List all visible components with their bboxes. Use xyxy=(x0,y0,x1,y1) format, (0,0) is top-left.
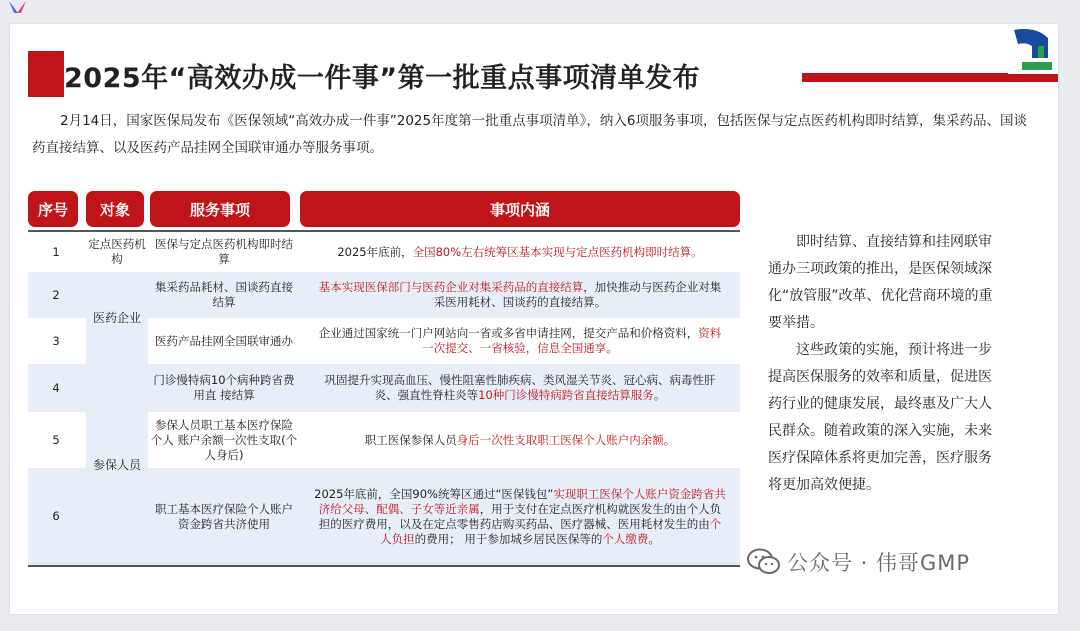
wechat-icon xyxy=(747,548,781,576)
slide xyxy=(10,24,1058,614)
intro-paragraph: 2月14日，国家医保局发布《医保领域“高效办成一件事”2025年度第一批重点事项清单》，纳入6项服务事项，包括医保与定点医药机构即时结算，集采药品、国谈药直接结算、以及医药产品挂网全国联审通办等服务事项。 xyxy=(32,113,1027,156)
highlight-text: 实现职工医保个人账户资金跨省共济给父母、配偶、子女等近亲属 xyxy=(318,486,726,516)
header-object: 对象 xyxy=(86,191,144,227)
row-content xyxy=(304,318,736,364)
row-number: 2 xyxy=(52,287,60,302)
highlight-text: 10种门诊慢特病跨省直接结算服务 xyxy=(478,388,654,402)
content-text: 。 xyxy=(663,432,676,447)
table-bottom-rule xyxy=(28,565,740,567)
highlight-text: 基本实现医保部门与医药企业对集采药品的直接结算 xyxy=(318,280,584,294)
highlight-text: 全国80%左右统筹区基本实现与定点医药机构即时结算。 xyxy=(412,244,703,259)
object-insured: 参保人员 xyxy=(86,364,148,565)
row-number: 1 xyxy=(52,244,60,259)
header-content: 事项内涵 xyxy=(300,191,740,227)
title-accent-block xyxy=(28,51,64,97)
content-text: 2025年底前， xyxy=(337,244,413,259)
highlight-text: 资料一次提交、一省核验，信息全国通享 xyxy=(422,326,722,355)
row-service: 医保与定点医药机构即时结算 xyxy=(155,237,293,266)
content-text: 职工医保参保人员 xyxy=(364,432,457,447)
app-logo-icon xyxy=(6,0,32,14)
content-text: 的费用； 用于参加城乡居民医保等的 xyxy=(414,531,603,546)
content-text: 。 xyxy=(606,341,618,355)
summary-paragraph-1: 即时结算、直接结算和挂网联审通办三项政策的推出，是医保领域深化“放管服”改革、优化营商环境的重要举措。 xyxy=(768,234,993,331)
table-row xyxy=(28,232,740,272)
highlight-text: 个人缴费 xyxy=(602,531,649,546)
row-number: 5 xyxy=(52,432,60,447)
row-service: 参保人员职工基本医疗保险个人 账户余额一次性支取(个人身后) xyxy=(150,417,298,462)
slide-title: 2025年“高效办成一件事”第一批重点事项清单发布 xyxy=(64,63,701,94)
content-text: 2025年底前，全国90%统筹区通过“医保钱包” xyxy=(314,486,554,501)
watermark-text: 公众号 · 伟哥GMP xyxy=(787,551,971,575)
row-content xyxy=(304,272,736,318)
summary-text xyxy=(768,229,1004,499)
row-number: 4 xyxy=(52,380,60,395)
highlight-text: 身后一次性支取职工医保个人账户内余额 xyxy=(456,432,664,447)
row-number: 3 xyxy=(52,333,60,348)
row-service: 职工基本医疗保险个人账户资金跨省共济使用 xyxy=(155,501,293,531)
row-content xyxy=(304,232,736,272)
content-text: 巩固提升实现高血压、慢性阻塞性肺疾病、类风湿关节炎、冠心病、病毒性肝炎、强直性脊柱炎等 xyxy=(324,373,716,402)
content-text: ，加快推动与医药企业对集采医用耗材、国谈药的直接结算。 xyxy=(433,280,722,309)
summary-paragraph-2: 这些政策的实施，预计将进一步提高医保服务的效率和质量，促进医药行业的健康发展，最终惠及广大人民群众。随着政策的深入实施，未来医疗保障体系将更加完善，医疗服务将更加高效便捷。 xyxy=(768,342,992,493)
row-content xyxy=(304,412,736,468)
row-content xyxy=(304,364,736,412)
object-enterprise: 医药企业 xyxy=(86,272,148,364)
title-accent-rule xyxy=(802,73,1058,82)
watermark xyxy=(747,547,970,577)
content-text: 。 xyxy=(653,388,666,402)
content-text: ，用于支付在定点医疗机构就医发生的由个人负担的医疗费用，以及在定点零售药店购买药品、医疗器械、医用耗材发生的由 xyxy=(318,501,722,531)
row-content xyxy=(304,468,736,565)
row-service: 集采药品耗材、国谈药直接结算 xyxy=(155,280,293,309)
header-no: 序号 xyxy=(28,191,78,227)
row-object: 定点医药机构 xyxy=(88,237,146,266)
content-text: 企业通过国家统一门户网站向一省或多省申请挂网，提交产品和价格资料， xyxy=(318,326,699,340)
highlight-text: 个人负担 xyxy=(380,516,722,546)
brand-logo-icon xyxy=(1008,24,1058,74)
content-text: 。 xyxy=(648,531,660,546)
row-number: 6 xyxy=(52,509,60,523)
row-service: 医药产品挂网全国联审通办 xyxy=(155,333,293,348)
header-service: 服务事项 xyxy=(150,191,290,227)
row-service: 门诊慢特病10个病种跨省费用直 接结算 xyxy=(153,373,295,402)
